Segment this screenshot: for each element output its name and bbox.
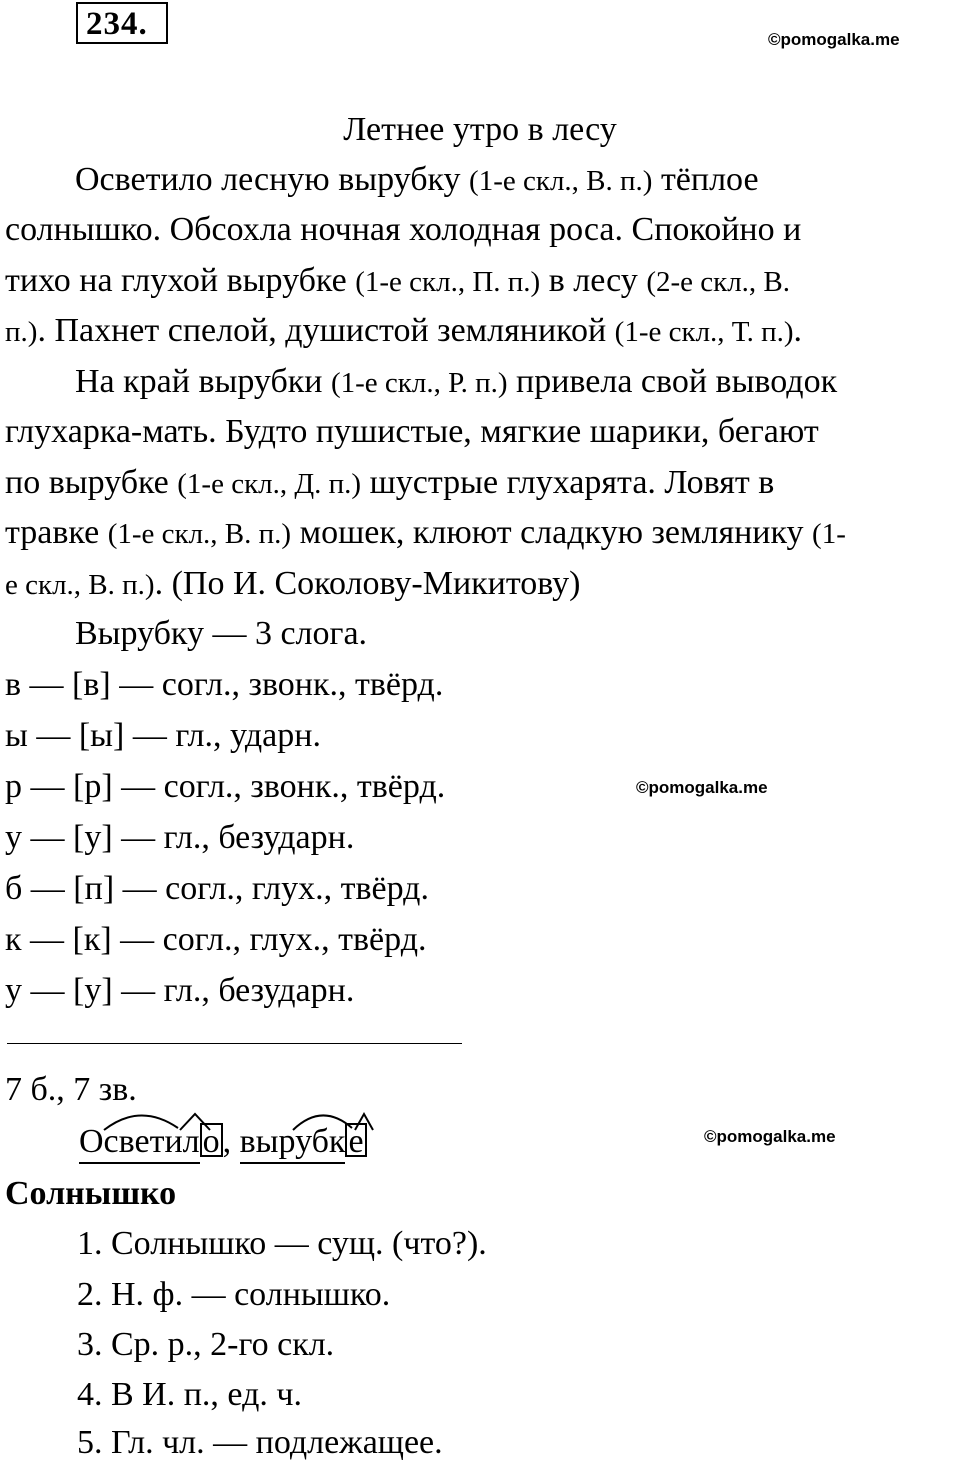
text-title: Летнее утро в лесу — [343, 111, 617, 148]
phonetic-line: б — [п] — согл., глух., твёрд. — [5, 870, 429, 907]
watermark: ©pomogalka.me — [636, 778, 768, 797]
morph-word-1-stem: Осветил — [79, 1122, 200, 1164]
phonetic-line: в — [в] — согл., звонк., твёрд. — [5, 666, 444, 703]
root-arc-2 — [293, 1115, 352, 1130]
suffix-mark-1 — [180, 1114, 210, 1130]
text-line: по вырубке (1-е скл., Д. п.) шустрые глухарята. Ловят в — [5, 464, 775, 501]
watermark: ©pomogalka.me — [768, 30, 900, 49]
text-line: Осветило лесную вырубку (1-е скл., В. п.) тёплое — [75, 161, 759, 198]
analysis-item: 2. Н. ф. — солнышко. — [77, 1276, 391, 1313]
analysis-item: 4. В И. п., ед. ч. — [77, 1376, 302, 1413]
morph-word-2-stem: вырубк — [240, 1122, 346, 1164]
watermark: ©pomogalka.me — [704, 1127, 836, 1146]
analysis-item: 3. Ср. р., 2-го скл. — [77, 1326, 335, 1363]
text-line: тихо на глухой вырубке (1-е скл., П. п.) в лесу (2-е скл., В. — [5, 262, 791, 299]
ending-box-1: о — [200, 1123, 223, 1157]
phonetic-title: Вырубку — 3 слога. — [75, 615, 368, 652]
phonetic-line: у — [у] — гл., безударн. — [5, 972, 355, 1009]
text-line: солнышко. Обсохла ночная холодная роса. Спокойно и — [5, 211, 802, 248]
suffix-mark-2 — [355, 1114, 373, 1130]
text-line: е скл., В. п.). (По И. Соколову-Микитову) — [5, 565, 581, 602]
text-line: глухарка-мать. Будто пушистые, мягкие шарики, бегают — [5, 413, 819, 450]
phonetic-line: ы — [ы] — гл., ударн. — [5, 717, 321, 754]
phonetic-line: к — [к] — согл., глух., твёрд. — [5, 921, 427, 958]
root-arc-1 — [104, 1115, 178, 1130]
text-line: травке (1-е скл., В. п.) мошек, клюют сладкую землянику (1- — [5, 514, 846, 551]
ending-box-2: е — [345, 1123, 366, 1157]
text-line: На край вырубки (1-е скл., Р. п.) привела свой выводок — [75, 363, 838, 400]
analysis-title: Солнышко — [5, 1175, 177, 1212]
analysis-item: 1. Солнышко — сущ. (что?). — [77, 1225, 487, 1262]
text-line: п.). Пахнет спелой, душистой земляникой (1-е скл., Т. п.). — [5, 312, 803, 349]
task-number: 234. — [76, 2, 168, 44]
phonetic-line: р — [р] — согл., звонк., твёрд. — [5, 768, 446, 805]
morpheme-words: Осветило, вырубке — [79, 1122, 367, 1164]
phonetic-line: у — [у] — гл., безударн. — [5, 819, 355, 856]
letters-sounds-count: 7 б., 7 зв. — [5, 1071, 137, 1108]
analysis-item: 5. Гл. чл. — подлежащее. — [77, 1424, 443, 1461]
